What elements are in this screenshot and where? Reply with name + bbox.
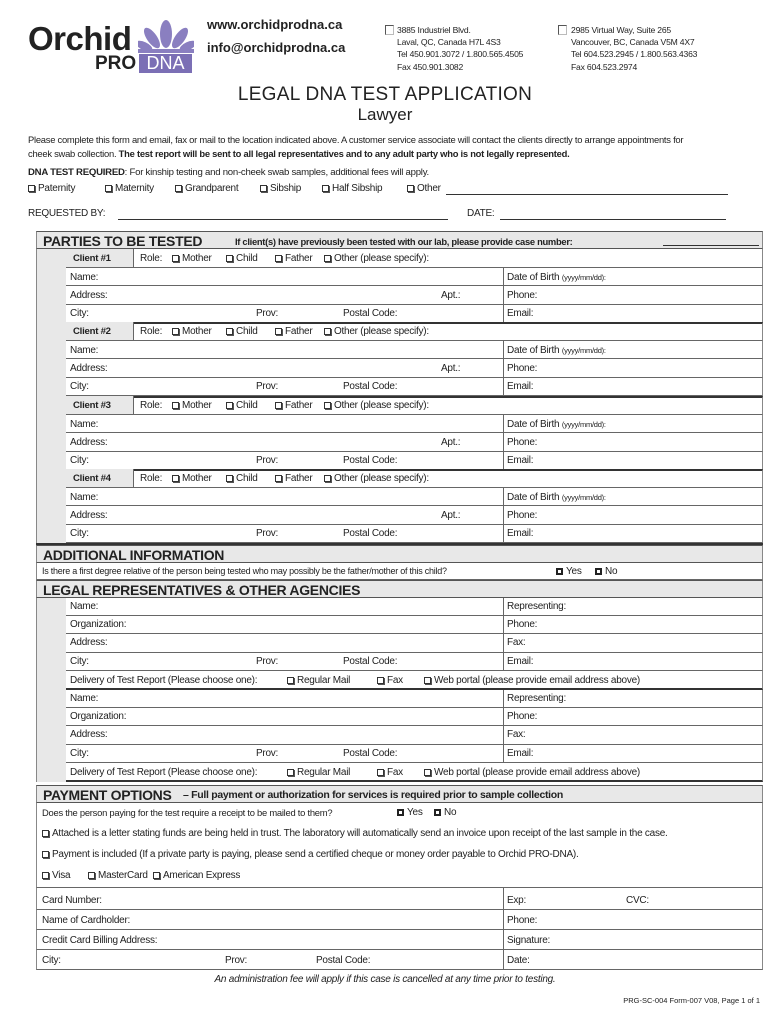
receipt-question: Does the person paying for the test require a receipt to be mailed to them? (42, 807, 333, 818)
role-label: Role: (140, 400, 163, 411)
phone-label: Phone: (507, 363, 538, 374)
page-subtitle: Lawyer (357, 105, 413, 124)
column-divider (503, 415, 504, 470)
role-option-label: Mother (182, 473, 212, 484)
role-option-other[interactable] (324, 326, 429, 337)
phone-label: Phone: (507, 619, 538, 630)
name-label: Name: (70, 492, 99, 503)
payment-header-title: PAYMENT OPTIONS (43, 787, 172, 803)
role-option-label: Father (285, 326, 313, 337)
checkbox-icon[interactable] (226, 255, 233, 262)
dob-label (507, 345, 606, 356)
dob-format: (yyyy/mm/dd): (561, 346, 606, 355)
checkbox-icon[interactable] (322, 185, 329, 192)
phone-label: Phone: (507, 915, 538, 926)
checkbox-icon[interactable] (287, 769, 294, 776)
role-option-child[interactable] (226, 400, 258, 411)
intro-text (28, 133, 683, 161)
checkbox-icon[interactable] (226, 402, 233, 409)
apt-label: Apt.: (441, 290, 461, 301)
client-city-row[interactable] (66, 452, 763, 470)
dob-label (507, 492, 606, 503)
receipt-yes-option[interactable] (397, 807, 423, 818)
checkbox-icon[interactable] (424, 769, 431, 776)
test-option-other[interactable] (407, 183, 441, 194)
checkbox-icon[interactable] (287, 677, 294, 684)
city-label: City: (70, 748, 89, 759)
city-label: City: (42, 955, 61, 966)
card-row[interactable] (36, 950, 763, 970)
address-label: Address: (70, 290, 108, 301)
name-label: Name: (70, 601, 99, 612)
checkbox-icon[interactable] (324, 255, 331, 262)
relative-yes-option[interactable] (556, 566, 582, 577)
payment-header (36, 785, 763, 803)
legal-reps-header-title: LEGAL REPRESENTATIVES & OTHER AGENCIES (43, 582, 361, 598)
intro-bold: The test report will be sent to all legal representatives and to any adult party who is not legally represented. (118, 148, 570, 159)
card-option-mastercard[interactable] (88, 870, 148, 881)
test-option-label: Grandparent (185, 183, 239, 194)
case-number-field[interactable] (663, 245, 759, 246)
legal-left-margin (36, 598, 66, 782)
phone-label: Phone: (507, 290, 538, 301)
delivery-option-label: Regular Mail (297, 767, 351, 778)
client-label: Client #2 (73, 326, 111, 337)
test-option-maternity[interactable] (105, 183, 154, 194)
checkbox-icon[interactable] (275, 255, 282, 262)
fax-label: Fax: (507, 637, 526, 648)
client-label: Client #4 (73, 473, 111, 484)
dob-format: (yyyy/mm/dd): (561, 493, 606, 502)
office-checkbox[interactable] (558, 25, 567, 35)
role-option-father[interactable] (275, 473, 312, 484)
role-label: Role: (140, 473, 163, 484)
checkbox-icon[interactable] (105, 185, 112, 192)
delivery-option-label: Fax (387, 675, 403, 686)
dob-label (507, 272, 606, 283)
checkbox-icon[interactable] (595, 568, 602, 575)
city-label: City: (70, 528, 89, 539)
payment-included-label: Payment is included (If a private party is paying, please send a certified cheque or money order payable to Orchid PRO-DNA). (52, 849, 579, 860)
test-option-label: Paternity (38, 183, 76, 194)
yes-label: Yes (566, 566, 582, 577)
checkbox-icon[interactable] (434, 809, 441, 816)
date-label: Date: (507, 955, 530, 966)
dob-format: (yyyy/mm/dd): (561, 420, 606, 429)
office-line: 3885 Industriel Blvd. (397, 25, 471, 35)
checkbox-icon[interactable] (172, 475, 179, 482)
client-address-row[interactable] (66, 359, 763, 378)
legal-row[interactable] (66, 690, 763, 708)
delivery-option-web-portal[interactable] (424, 767, 640, 778)
role-option-label: Other (please specify): (334, 326, 429, 337)
checkbox-icon[interactable] (324, 402, 331, 409)
yes-label: Yes (407, 807, 423, 818)
office-line: Fax 450.901.3082 (397, 61, 464, 72)
client-name-row[interactable] (66, 268, 763, 286)
legal-row[interactable] (66, 598, 763, 616)
apt-label: Apt.: (441, 363, 461, 374)
prov-label: Prov: (256, 381, 279, 392)
role-option-label: Other (please specify): (334, 253, 429, 264)
checkbox-icon[interactable] (226, 328, 233, 335)
additional-info-header (36, 545, 763, 563)
relative-no-option[interactable] (595, 566, 617, 577)
address-label: Address: (70, 437, 108, 448)
cardholder-label: Name of Cardholder: (42, 915, 131, 926)
delivery-option-fax[interactable] (377, 675, 403, 686)
client-name-row[interactable] (66, 415, 763, 433)
exp-label: Exp: (507, 895, 527, 906)
role-option-other[interactable] (324, 400, 429, 411)
checkbox-icon[interactable] (407, 185, 414, 192)
logo (28, 18, 198, 76)
legal-row[interactable] (66, 653, 763, 671)
delivery-label: Delivery of Test Report (Please choose one): (70, 767, 258, 778)
dob-text: Date of Birth (507, 345, 560, 356)
test-option-label: Sibship (270, 183, 302, 194)
column-divider (503, 268, 504, 323)
role-option-father[interactable] (275, 253, 312, 264)
client-city-row[interactable] (66, 525, 763, 543)
dna-test-label: DNA TEST REQUIRED (28, 167, 125, 178)
card-option-visa[interactable] (42, 870, 70, 881)
checkbox-icon[interactable] (172, 328, 179, 335)
column-divider (503, 690, 504, 763)
role-option-other[interactable] (324, 473, 429, 484)
phone-label: Phone: (507, 711, 538, 722)
email-label: Email: (507, 656, 534, 667)
checkbox-icon[interactable] (324, 328, 331, 335)
checkbox-icon[interactable] (275, 402, 282, 409)
role-option-mother[interactable] (172, 473, 212, 484)
checkbox-icon[interactable] (28, 185, 35, 192)
checkbox-icon[interactable] (324, 475, 331, 482)
checkbox-icon[interactable] (42, 830, 49, 837)
dna-test-required (28, 167, 429, 178)
role-label: Role: (140, 253, 163, 264)
test-option-label: Half Sibship (332, 183, 383, 194)
name-label: Name: (70, 345, 99, 356)
checkbox-icon[interactable] (42, 872, 49, 879)
client-label: Client #1 (73, 253, 111, 264)
name-label: Name: (70, 272, 99, 283)
role-option-label: Child (236, 473, 258, 484)
role-option-mother[interactable] (172, 326, 212, 337)
email-label: Email: (507, 308, 534, 319)
role-option-child[interactable] (226, 326, 258, 337)
postal-code-label: Postal Code: (343, 455, 398, 466)
logo-word: Orchid (28, 20, 132, 57)
case-number-note: If client(s) have previously been tested with our lab, please provide case number: (235, 236, 573, 247)
role-option-father[interactable] (275, 326, 312, 337)
legal-row[interactable] (66, 616, 763, 634)
website-link[interactable]: www.orchidprodna.ca (207, 17, 343, 32)
delivery-option-label: Fax (387, 767, 403, 778)
checkbox-icon[interactable] (172, 255, 179, 262)
phone-label: Phone: (507, 437, 538, 448)
role-option-label: Mother (182, 326, 212, 337)
checkbox-icon[interactable] (275, 328, 282, 335)
date-field[interactable] (500, 219, 726, 220)
logo-pro: PRO (95, 53, 137, 74)
address-label: Address: (70, 510, 108, 521)
requested-by-label: REQUESTED BY: (28, 208, 106, 219)
dob-text: Date of Birth (507, 419, 560, 430)
additional-question: Is there a first degree relative of the person being tested who may possibly be the father/mother of this child? (42, 566, 447, 576)
role-option-label: Mother (182, 253, 212, 264)
delivery-option-label: Web portal (please provide email address above) (434, 767, 640, 778)
other-test-field[interactable] (446, 194, 728, 195)
checkbox-icon[interactable] (275, 475, 282, 482)
email-label: Email: (507, 381, 534, 392)
prov-label: Prov: (225, 955, 248, 966)
card-option-amex[interactable] (153, 870, 240, 881)
role-option-label: Father (285, 473, 313, 484)
role-option-other[interactable] (324, 253, 429, 264)
admin-fee-note: An administration fee will apply if this case is cancelled at any time prior to testing. (214, 974, 556, 985)
phone-label: Phone: (507, 510, 538, 521)
office-line: Fax 604.523.2974 (571, 61, 638, 72)
role-option-mother[interactable] (172, 253, 212, 264)
checkbox-icon[interactable] (226, 475, 233, 482)
checkbox-icon[interactable] (377, 677, 384, 684)
postal-code-label: Postal Code: (343, 381, 398, 392)
column-divider (503, 888, 504, 970)
role-option-label: Father (285, 253, 313, 264)
dob-format: (yyyy/mm/dd): (561, 273, 606, 282)
fax-label: Fax: (507, 729, 526, 740)
name-label: Name: (70, 419, 99, 430)
checkbox-icon[interactable] (424, 677, 431, 684)
client-name-row[interactable] (66, 488, 763, 506)
role-option-father[interactable] (275, 400, 312, 411)
email-label: Email: (507, 748, 534, 759)
city-label: City: (70, 455, 89, 466)
form-id: PRG-SC-004 Form-007 V08, Page 1 of 1 (623, 996, 760, 1005)
no-label: No (605, 566, 618, 577)
prov-label: Prov: (256, 455, 279, 466)
email-link[interactable]: info@orchidprodna.ca (207, 40, 346, 55)
organization-label: Organization: (70, 711, 127, 722)
prov-label: Prov: (256, 656, 279, 667)
checkbox-icon[interactable] (397, 809, 404, 816)
checkbox-icon[interactable] (556, 568, 563, 575)
checkbox-icon[interactable] (377, 769, 384, 776)
legal-row[interactable] (66, 726, 763, 745)
city-label: City: (70, 656, 89, 667)
logo-dna: DNA (139, 54, 192, 73)
test-option-paternity[interactable] (28, 183, 75, 194)
office-line: Tel 450.901.3072 / 1.800.565.4505 (397, 49, 524, 60)
client-address-row[interactable] (66, 506, 763, 525)
checkbox-icon[interactable] (153, 872, 160, 879)
address-label: Address: (70, 729, 108, 740)
trust-letter-label: Attached is a letter stating funds are being held in trust. The laboratory will automatically send an invoice upon receipt of the last sample in the case. (52, 828, 668, 839)
card-row[interactable] (36, 910, 763, 930)
column-divider (503, 488, 504, 543)
client-city-row[interactable] (66, 305, 763, 323)
prov-label: Prov: (256, 748, 279, 759)
card-option-label: Visa (52, 870, 71, 881)
additional-info-header-title: ADDITIONAL INFORMATION (43, 547, 225, 563)
delivery-option-label: Web portal (please provide email address above) (434, 675, 640, 686)
column-divider (503, 598, 504, 671)
client-address-row[interactable] (66, 433, 763, 452)
client-name-row[interactable] (66, 341, 763, 359)
test-option-label: Maternity (115, 183, 154, 194)
no-label: No (444, 807, 457, 818)
office-address-2 (571, 24, 697, 73)
city-label: City: (70, 381, 89, 392)
test-option-label: Other (417, 183, 441, 194)
postal-code-label: Postal Code: (343, 656, 398, 667)
email-label: Email: (507, 528, 534, 539)
role-option-label: Other (please specify): (334, 400, 429, 411)
legal-row[interactable] (66, 634, 763, 653)
payment-included-option[interactable] (42, 849, 579, 860)
column-divider (503, 341, 504, 396)
dob-text: Date of Birth (507, 492, 560, 503)
representing-label: Representing: (507, 601, 567, 612)
address-label: Address: (70, 637, 108, 648)
delivery-option-regular-mail[interactable] (287, 675, 350, 686)
dob-text: Date of Birth (507, 272, 560, 283)
email-label: Email: (507, 455, 534, 466)
test-option-sibship[interactable] (260, 183, 301, 194)
card-row[interactable] (36, 888, 763, 910)
role-option-mother[interactable] (172, 400, 212, 411)
legal-reps-header (36, 580, 763, 598)
role-option-label: Child (236, 253, 258, 264)
postal-code-label: Postal Code: (343, 748, 398, 759)
role-option-label: Child (236, 326, 258, 337)
billing-address-label: Credit Card Billing Address: (42, 935, 158, 946)
postal-code-label: Postal Code: (343, 528, 398, 539)
prov-label: Prov: (256, 528, 279, 539)
requested-by-field[interactable] (118, 219, 448, 220)
checkbox-icon[interactable] (260, 185, 267, 192)
city-label: City: (70, 308, 89, 319)
cvc-label: CVC: (626, 895, 649, 906)
office-line: Laval, QC, Canada H7L 4S3 (397, 37, 501, 48)
card-option-label: MasterCard (98, 870, 148, 881)
apt-label: Apt.: (441, 437, 461, 448)
page-title: LEGAL DNA TEST APPLICATION (237, 84, 533, 105)
organization-label: Organization: (70, 619, 127, 630)
client-city-row[interactable] (66, 378, 763, 396)
intro-line2: cheek swab collection. (28, 148, 117, 159)
delivery-option-regular-mail[interactable] (287, 767, 350, 778)
delivery-option-web-portal[interactable] (424, 675, 640, 686)
intro-line1: Please complete this form and email, fax or mail to the location indicated above. A customer service associate will contact the clients directly to arrange appointments for (28, 134, 684, 145)
delivery-option-fax[interactable] (377, 767, 403, 778)
receipt-no-option[interactable] (434, 807, 456, 818)
representing-label: Representing: (507, 693, 567, 704)
parties-header-title: PARTIES TO BE TESTED (43, 233, 203, 249)
role-option-label: Child (236, 400, 258, 411)
office-address-1 (397, 24, 523, 73)
checkbox-icon[interactable] (175, 185, 182, 192)
prov-label: Prov: (256, 308, 279, 319)
role-option-label: Mother (182, 400, 212, 411)
office-line: 2985 Virtual Way, Suite 265 (571, 25, 672, 35)
client-label: Client #3 (73, 400, 111, 411)
date-label: DATE: (467, 208, 495, 219)
apt-label: Apt.: (441, 510, 461, 521)
dob-label (507, 419, 606, 430)
postal-code-label: Postal Code: (316, 955, 371, 966)
role-option-label: Father (285, 400, 313, 411)
role-option-child[interactable] (226, 473, 258, 484)
test-option-half-sibship[interactable] (322, 183, 382, 194)
legal-row[interactable] (66, 708, 763, 726)
parties-left-margin (36, 249, 66, 543)
delivery-option-label: Regular Mail (297, 675, 351, 686)
card-option-label: American Express (163, 870, 241, 881)
name-label: Name: (70, 693, 99, 704)
card-number-label: Card Number: (42, 895, 102, 906)
orchid-flower-icon (138, 18, 194, 54)
office-checkbox[interactable] (385, 25, 394, 35)
postal-code-label: Postal Code: (343, 308, 398, 319)
address-label: Address: (70, 363, 108, 374)
client-address-row[interactable] (66, 286, 763, 305)
role-option-label: Other (please specify): (334, 473, 429, 484)
office-line: Vancouver, BC, Canada V5M 4X7 (571, 37, 695, 48)
legal-row[interactable] (66, 745, 763, 763)
test-option-grandparent[interactable] (175, 183, 238, 194)
role-label: Role: (140, 326, 163, 337)
checkbox-icon[interactable] (172, 402, 179, 409)
payment-subtitle: – Full payment or authorization for services is required prior to sample collection (183, 789, 564, 801)
parties-header (36, 231, 763, 249)
trust-letter-option[interactable] (42, 828, 668, 839)
checkbox-icon[interactable] (42, 851, 49, 858)
signature-label: Signature: (507, 935, 551, 946)
dna-test-note: : For kinship testing and non-cheek swab samples, additional fees will apply. (124, 167, 429, 178)
checkbox-icon[interactable] (88, 872, 95, 879)
role-option-child[interactable] (226, 253, 258, 264)
delivery-label: Delivery of Test Report (Please choose one): (70, 675, 258, 686)
office-line: Tel 604.523.2945 / 1.800.563.4363 (571, 49, 698, 60)
